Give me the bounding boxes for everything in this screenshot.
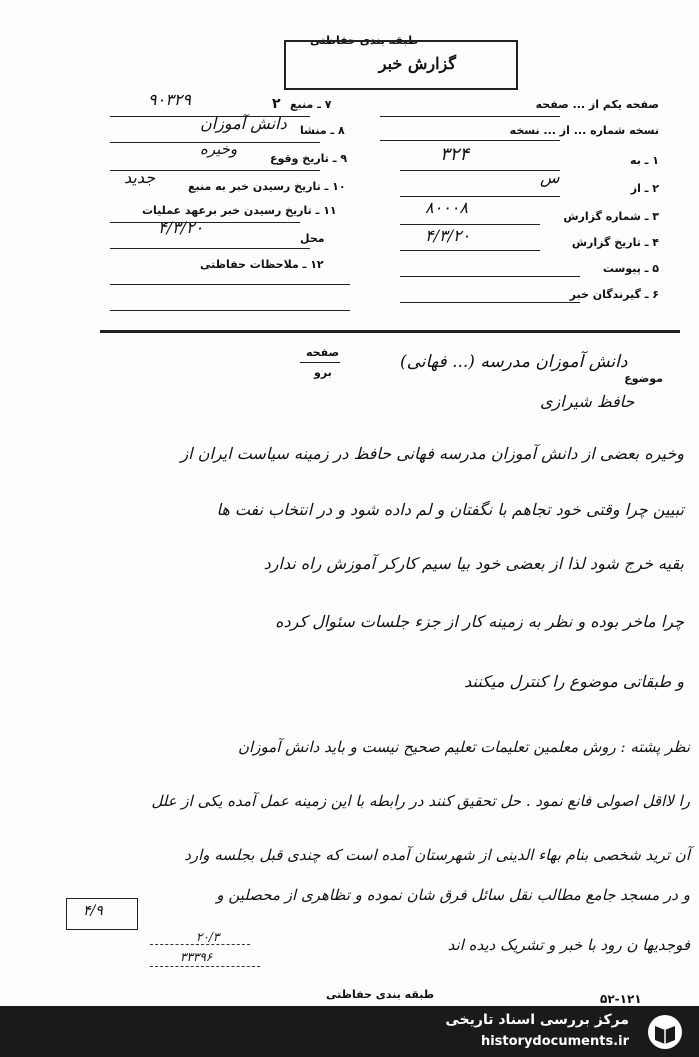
- classified-label: صفحه: [306, 346, 340, 359]
- note-line-5: فوجدیها ن رود با خبر و تشریک دیده اند: [447, 936, 690, 954]
- under-label: برو: [314, 366, 332, 379]
- margin-note-a: ۲۰/۳: [196, 930, 220, 944]
- field-to: ۱ ـ به: [630, 154, 659, 167]
- field-recipients: ۶ ـ گیرندگان خبر: [569, 288, 659, 301]
- field-news-to-source-value: جدید: [124, 168, 156, 187]
- field-place-value: ۴/۳/۲۰: [158, 218, 204, 237]
- field-origin: ۸ ـ منشا: [300, 124, 345, 137]
- field-from-value: س: [540, 168, 560, 187]
- field-report-number: ۳ ـ شماره گزارش: [563, 210, 659, 223]
- subject-line2: حافظ شیرازی: [540, 392, 635, 411]
- field-origin-value: دانش آموزان: [200, 114, 287, 133]
- stamp-title: گزارش خبر: [378, 54, 456, 73]
- field-to-value: ۳۲۴: [440, 144, 470, 165]
- note-line-2: را لااقل اصولی فانع نمود . حل تحقیق کنند در رابطه با این زمینه عمل آمده یکی از علل: [151, 792, 690, 810]
- classification-bottom: طبقه بندی حفاظتی: [326, 988, 435, 1001]
- field-security-notes: ۱۲ ـ ملاحظات حفاظتی: [200, 258, 324, 271]
- copy-label: نسخه شماره ... از ... نسخه: [509, 124, 659, 137]
- margin-note-box: [66, 898, 138, 930]
- body-line-4: چرا ماخر بوده و نظر به زمینه کار از جزء جلسات سئوال کرده: [275, 612, 684, 631]
- field-attachment: ۵ ـ پیوست: [602, 262, 659, 275]
- classification-top: طبقه بندی حفاظتی: [310, 34, 419, 47]
- note-line-3: آن ترید شخصی بنام بهاء الدینی از شهرستان آمده است که چندی قبل بجلسه وارد: [184, 846, 690, 864]
- site-url: historydocuments.ir: [480, 1034, 629, 1049]
- center-name: مرکز بررسی اسناد تاریخی: [445, 1012, 629, 1028]
- field-occurrence-date: ۹ ـ تاریخ وقوع: [270, 152, 348, 165]
- body-line-5: و طبقاتی موضوع را کنترل میکنند: [464, 672, 684, 691]
- document-number: ۹۰۳۲۹: [148, 90, 191, 109]
- field-news-to-ops: ۱۱ ـ تاریخ رسیدن خبر برعهد عملیات: [142, 204, 337, 217]
- field-from: ۲ ـ از: [630, 182, 659, 195]
- footer-number: ۵۲-۱۲۱: [600, 992, 642, 1006]
- field-report-number-value: ۸۰۰۰۸: [425, 198, 468, 217]
- note-line-4: و در مسجد جامع مطالب نقل سائل فرق شان نموده و تظاهری از محصلین و: [216, 886, 690, 904]
- field-source: ۷ ـ منبع: [290, 98, 332, 111]
- body-line-2: تبیین چرا وقتی خود تجاهم با نگفتان و لم داده شود و در انتخاب نفت ها: [216, 500, 684, 519]
- margin-note-b: ۳۳۳۹۶: [180, 950, 213, 964]
- field-occurrence-value: وخیره: [200, 140, 238, 158]
- field-source-value: ۲: [272, 96, 281, 112]
- book-icon: [645, 1014, 685, 1050]
- body-line-3: بقیه خرج شود لذا از بعضی خود بیا سیم کارکر آموزش راه ندارد: [263, 554, 684, 573]
- field-report-date: ۴ ـ تاریخ گزارش: [571, 236, 659, 249]
- report-title-stamp: [284, 40, 518, 90]
- subject-text: دانش آموزان مدرسه (... فهانی): [400, 352, 628, 372]
- field-report-date-value: ۴/۳/۲۰: [425, 226, 471, 245]
- note-line-1: نظر پشته : روش معلمین تعلیمات تعلیم صحیح نیست و باید دانش آموزان: [238, 738, 690, 756]
- margin-note-box-text: ۴/۹: [83, 903, 103, 919]
- footer-watermark: [0, 1006, 699, 1057]
- page-label: صفحه یکم از ... صفحه: [535, 98, 659, 111]
- body-line-1: وخیره بعضی از دانش آموزان مدرسه فهانی حافظ در زمینه سیاست ایران از: [180, 444, 684, 463]
- subject-label: موضوع: [624, 372, 663, 385]
- field-news-to-source: ۱۰ ـ تاریخ رسیدن خبر به منبع: [188, 180, 346, 193]
- field-place: محل: [300, 232, 325, 245]
